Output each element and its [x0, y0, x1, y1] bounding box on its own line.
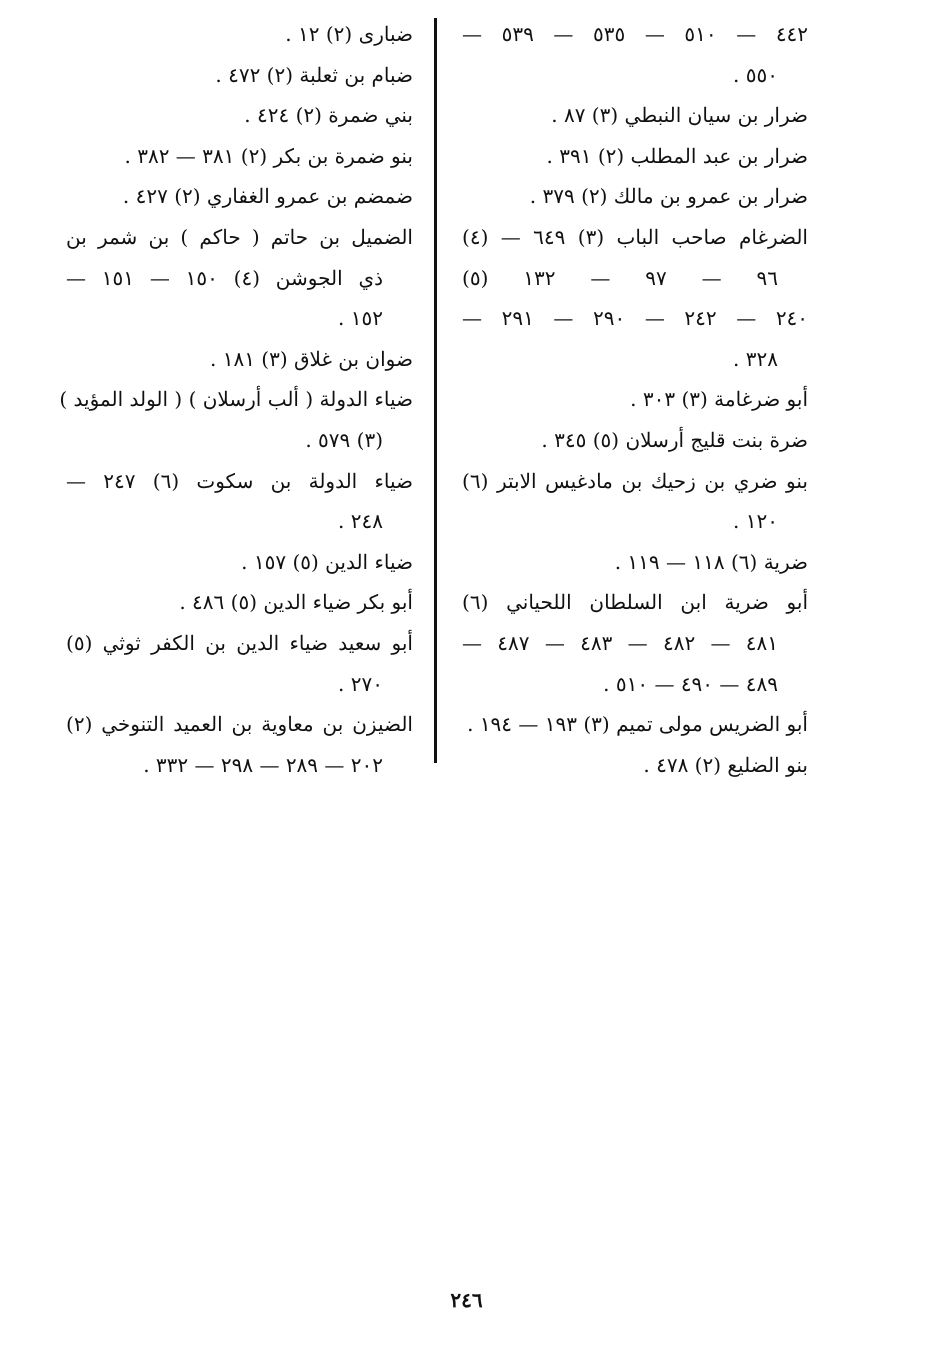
index-entry-line: ٣٢٨ .: [733, 346, 778, 371]
index-entry-line: الضيزن بن معاوية بن العميد التنوخي (٢): [66, 712, 413, 737]
index-entry-line: ٥٥٠ .: [733, 62, 778, 87]
index-entry-line: بنو ضري بن زحيك بن مادغيس الابتر (٦): [462, 468, 808, 493]
index-entry-line: ١٥٢ .: [338, 306, 383, 331]
page-number: ٢٤٦: [450, 1288, 483, 1312]
index-entry-line: الضميل بن حاتم ( حاكم ) بن شمر بن: [66, 224, 413, 249]
index-entry-line: ضبام بن ثعلبة (٢) ٤٧٢ .: [215, 62, 413, 87]
index-entry-line: ضرار بن عمرو بن مالك (٢) ٣٧٩ .: [529, 184, 808, 209]
index-entry-line: ضبارى (٢) ١٢ .: [285, 22, 413, 46]
index-entry-line: ٤٨١ — ٤٨٢ — ٤٨٣ — ٤٨٧ —: [462, 630, 779, 655]
index-entry-line: بنو الضليع (٢) ٤٧٨ .: [643, 752, 808, 777]
index-entry-line: ضياء الدولة ( ألب أرسلان ) ( الولد المؤيد ): [59, 387, 413, 412]
index-entry-line: أبو بكر ضياء الدين (٥) ٤٨٦ .: [179, 590, 413, 615]
index-entry-line: بني ضمرة (٢) ٤٢٤ .: [244, 103, 413, 128]
index-entry-line: ضياء الدولة بن سكوت (٦) ٢٤٧ —: [66, 468, 414, 493]
index-entry-line: ضوان بن غلاق (٣) ١٨١ .: [209, 346, 413, 371]
index-entry-line: الضرغام صاحب الباب (٣) ٦٤٩ — (٤): [462, 224, 808, 249]
index-entry-line: أبو سعيد ضياء الدين بن الكفر ثوثي (٥): [66, 630, 413, 655]
index-entry-line: ضمضم بن عمرو الغفاري (٢) ٤٢٧ .: [122, 184, 413, 209]
index-entry-line: بنو ضمرة بن بكر (٢) ٣٨١ — ٣٨٢ .: [124, 143, 413, 168]
index-entry-line: ضرار بن عبد المطلب (٢) ٣٩١ .: [546, 143, 808, 168]
index-entry-line: ١٢٠ .: [733, 509, 778, 534]
index-entry-line: ضرية (٦) ١١٨ — ١١٩ .: [614, 549, 808, 574]
index-entry-line: ٩٦ — ٩٧ — ١٣٢ (٥): [462, 265, 778, 290]
index-entry-line: (٣) ٥٧٩ .: [305, 427, 383, 452]
index-entry-line: ذي الجوشن (٤) ١٥٠ — ١٥١ —: [66, 265, 383, 290]
index-entry-line: ضرار بن سيان النبطي (٣) ٨٧ .: [551, 103, 808, 128]
left-column: [59, 14, 414, 785]
index-entry-line: أبو الضريس مولى تميم (٣) ١٩٣ — ١٩٤ .: [467, 712, 808, 737]
column-divider: [434, 18, 437, 763]
index-entry-line: ٢٤٠ — ٢٤٢ — ٢٩٠ — ٢٩١ —: [462, 306, 809, 331]
index-entry-line: ٢٧٠ .: [338, 671, 383, 696]
index-entry-line: ٤٨٩ — ٤٩٠ — ٥١٠ .: [603, 671, 778, 696]
index-entry-line: ضرة بنت قليج أرسلان (٥) ٣٤٥ .: [541, 427, 808, 452]
index-entry-line: ٤٤٢ — ٥١٠ — ٥٣٥ — ٥٣٩ —: [462, 22, 809, 46]
index-entry-line: أبو ضرغامة (٣) ٣٠٣ .: [630, 387, 808, 412]
index-entry-line: أبو ضرية ابن السلطان اللحياني (٦): [462, 590, 808, 615]
right-column: [462, 14, 808, 785]
index-entry-line: ٢٤٨ .: [338, 509, 383, 534]
index-entry-line: ضياء الدين (٥) ١٥٧ .: [241, 549, 413, 574]
index-entry-line: ٢٠٢ — ٢٨٩ — ٢٩٨ — ٣٣٢ .: [143, 752, 383, 777]
